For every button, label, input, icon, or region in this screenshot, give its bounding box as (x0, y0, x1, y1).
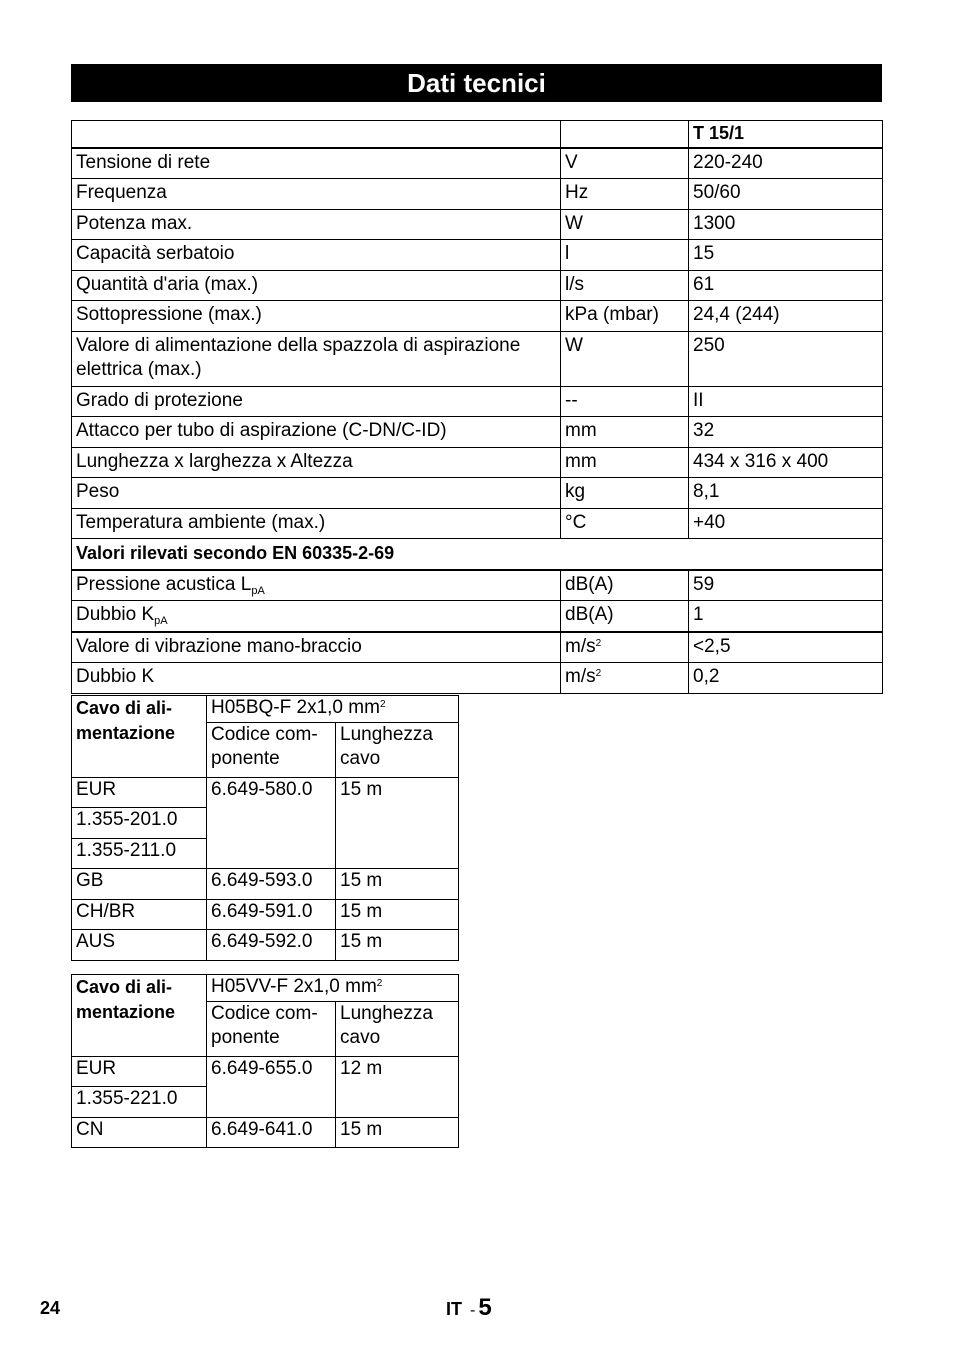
col-header-line: Codice com- (211, 723, 318, 745)
power-cable-table (71, 974, 459, 1148)
cable-region: CH/BR (72, 899, 207, 930)
section-header-row (72, 539, 883, 570)
spec-label: Valore di vibrazione mano-braccio (72, 632, 561, 663)
spec-unit: °C (561, 508, 689, 539)
col-header-line: cavo (340, 748, 381, 769)
spec-label: Potenza max. (72, 209, 561, 240)
separator: - (470, 1302, 476, 1319)
spec-unit: l/s (561, 270, 689, 301)
empty-header-cell (72, 121, 561, 148)
cable-length: 15 m (336, 869, 459, 900)
spec-value: 1 (689, 601, 883, 632)
cable-length: 15 m (336, 899, 459, 930)
col-header-line: ponente (211, 748, 280, 769)
subscript: pA (251, 584, 265, 597)
cable-region: EUR (72, 1056, 207, 1087)
table-row (72, 632, 883, 663)
cable-type-text: H05VV-F 2x1,0 mm (211, 976, 377, 997)
section-title: Valori rilevati secondo EN 60335-2-69 (72, 539, 883, 570)
cable-region: GB (72, 869, 207, 900)
table-row (72, 508, 883, 539)
col-header-length (336, 1001, 459, 1056)
table-row (72, 240, 883, 271)
spec-unit: W (561, 209, 689, 240)
spec-label: Lunghezza x larghezza x Altezza (72, 447, 561, 478)
cable-type (207, 975, 459, 1002)
cable-type-text: H05BQ-F 2x1,0 mm (211, 697, 380, 718)
superscript: 2 (379, 699, 386, 710)
col-header-line: Lunghezza (340, 723, 433, 745)
spec-value: <2,5 (689, 632, 883, 663)
spec-label (72, 601, 561, 632)
col-header-code (207, 722, 336, 777)
spec-unit: kg (561, 478, 689, 509)
spec-value: 0,2 (689, 663, 883, 694)
language-code: IT (446, 1299, 462, 1319)
table-row (72, 899, 459, 930)
cable-code: 6.649-591.0 (207, 899, 336, 930)
spec-unit: V (561, 148, 689, 179)
table-row (72, 209, 883, 240)
cable-header-line: Cavo di ali- (76, 977, 173, 997)
cable-header-line: Cavo di ali- (76, 698, 173, 718)
cable-region: CN (72, 1117, 207, 1148)
table-row (72, 869, 459, 900)
spec-value: 1300 (689, 209, 883, 240)
cable-region: 1.355-211.0 (72, 838, 207, 869)
spec-label: Capacità serbatoio (72, 240, 561, 271)
col-header-line: Lunghezza (340, 1002, 433, 1024)
table-row (72, 270, 883, 301)
table-row (72, 478, 883, 509)
table-row (72, 975, 459, 1002)
page-title: Dati tecnici (71, 64, 882, 102)
spec-value: II (689, 386, 883, 417)
spec-unit: kPa (mbar) (561, 301, 689, 332)
cable-region: EUR (72, 777, 207, 808)
cable-code: 6.649-580.0 (207, 777, 336, 869)
table-row (72, 663, 883, 694)
table-row (72, 386, 883, 417)
spec-unit: W (561, 331, 689, 386)
technical-data-table (71, 120, 883, 694)
table-header-row (72, 121, 883, 148)
cable-region: 1.355-221.0 (72, 1087, 207, 1118)
cable-length: 12 m (336, 1056, 459, 1117)
cable-length: 15 m (336, 1117, 459, 1148)
unit-text: m/s (565, 635, 596, 657)
spec-label: Grado di protezione (72, 386, 561, 417)
spec-value: 32 (689, 417, 883, 448)
cable-length: 15 m (336, 930, 459, 961)
spec-value: +40 (689, 508, 883, 539)
unit-text: m/s (565, 666, 596, 687)
cable-header (72, 975, 207, 1057)
spec-label: Valore di alimentazione della spazzola di aspirazione elettrica (max.) (72, 331, 561, 386)
spec-label: Temperatura ambiente (max.) (72, 508, 561, 539)
cable-header-line: mentazione (76, 722, 176, 743)
cable-type (207, 696, 459, 723)
col-header-line: ponente (211, 1027, 280, 1048)
spec-value: 8,1 (689, 478, 883, 509)
table-row (72, 447, 883, 478)
table-row (72, 930, 459, 961)
subscript: pA (154, 615, 168, 627)
power-cable-table (71, 695, 459, 961)
table-row (72, 601, 883, 632)
spec-label (72, 570, 561, 601)
spec-value: 15 (689, 240, 883, 271)
table-row (72, 570, 883, 601)
footer-section-ref (446, 1294, 492, 1322)
spec-value: 61 (689, 270, 883, 301)
cable-header-line: mentazione (76, 1001, 176, 1022)
cable-code: 6.649-641.0 (207, 1117, 336, 1148)
spec-value: 250 (689, 331, 883, 386)
spec-unit: dB(A) (561, 601, 689, 632)
cable-code: 6.649-592.0 (207, 930, 336, 961)
spec-unit: l (561, 240, 689, 271)
empty-header-cell (561, 121, 689, 148)
spec-value: 59 (689, 570, 883, 601)
spec-label-text: Dubbio K (76, 604, 155, 625)
spec-label-text: Pressione acustica L (76, 573, 252, 595)
cable-region: AUS (72, 930, 207, 961)
superscript: 2 (376, 978, 383, 989)
cable-code: 6.649-593.0 (207, 869, 336, 900)
spec-label: Tensione di rete (72, 148, 561, 179)
col-header-line: cavo (340, 1027, 381, 1048)
spec-unit: mm (561, 417, 689, 448)
cable-length: 15 m (336, 777, 459, 869)
col-header-code (207, 1001, 336, 1056)
col-header-length (336, 722, 459, 777)
superscript: 2 (595, 637, 602, 649)
spec-value: 24,4 (244) (689, 301, 883, 332)
spec-label: Peso (72, 478, 561, 509)
spec-label: Quantità d'aria (max.) (72, 270, 561, 301)
table-row (72, 1056, 459, 1087)
superscript: 2 (595, 668, 602, 679)
table-row (72, 301, 883, 332)
spec-unit (561, 663, 689, 694)
spec-label: Attacco per tubo di aspirazione (C-DN/C-ID) (72, 417, 561, 448)
cable-region: 1.355-201.0 (72, 808, 207, 839)
col-header-line: Codice com- (211, 1002, 318, 1024)
table-row (72, 696, 459, 723)
page-number: 24 (40, 1298, 61, 1318)
table-row (72, 148, 883, 179)
spec-value: 434 x 316 x 400 (689, 447, 883, 478)
spec-unit: mm (561, 447, 689, 478)
spec-unit (561, 632, 689, 663)
table-row (72, 1117, 459, 1148)
spec-unit: Hz (561, 179, 689, 210)
spec-value: 50/60 (689, 179, 883, 210)
section-number: 5 (478, 1294, 492, 1321)
spec-unit: -- (561, 386, 689, 417)
table-row (72, 777, 459, 808)
spec-label: Dubbio K (72, 663, 561, 694)
model-header: T 15/1 (689, 121, 883, 148)
table-row (72, 331, 883, 386)
spec-value: 220-240 (689, 148, 883, 179)
spec-unit: dB(A) (561, 570, 689, 601)
table-row (72, 417, 883, 448)
table-row (72, 179, 883, 210)
cable-header (72, 696, 207, 778)
cable-code: 6.649-655.0 (207, 1056, 336, 1117)
spec-label: Frequenza (72, 179, 561, 210)
spec-label: Sottopressione (max.) (72, 301, 561, 332)
